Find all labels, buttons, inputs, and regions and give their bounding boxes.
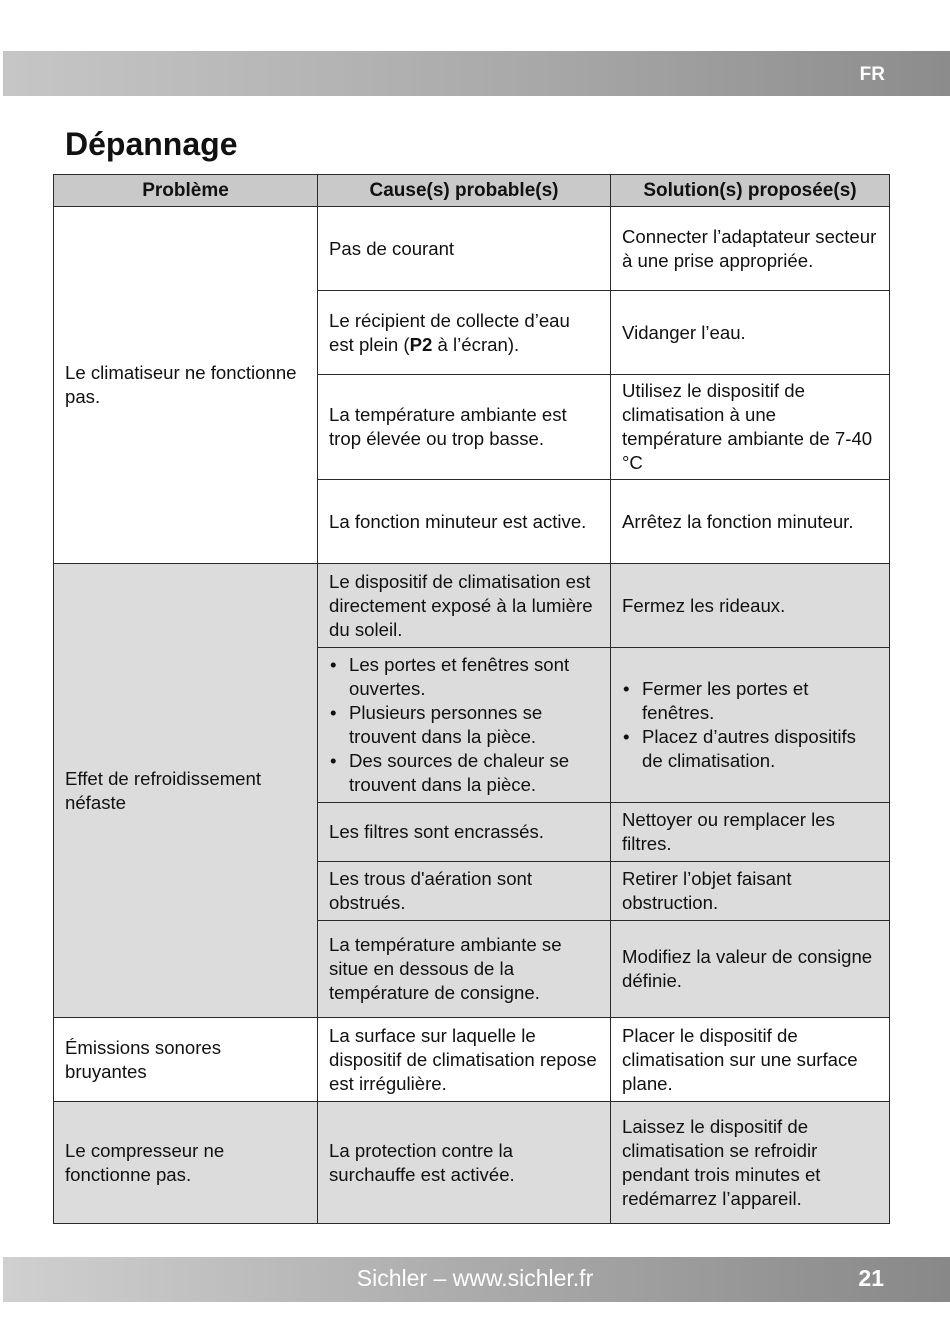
header-solution: Solution(s) proposée(s)	[611, 175, 890, 207]
cause-cell: La température ambiante est trop élevée ou trop basse.	[318, 375, 611, 480]
list-item: • Les portes et fenêtres sont ouvertes.	[349, 653, 599, 701]
solution-cell: Vidanger l’eau.	[611, 291, 890, 375]
cause-list	[329, 653, 599, 797]
page-number: 21	[858, 1265, 884, 1291]
cause-cell: Les filtres sont encrassés.	[318, 803, 611, 862]
table-row	[54, 564, 890, 648]
solution-cell	[611, 648, 890, 803]
cause-text: Le récipient de collecte d’eau est plein (	[329, 309, 570, 355]
cause-cell: Le dispositif de climatisation est directement exposé à la lumière du soleil.	[318, 564, 611, 648]
list-item: • Plusieurs personnes se trouvent dans la pièce.	[349, 701, 599, 749]
solution-cell: Nettoyer ou remplacer les filtres.	[611, 803, 890, 862]
header-problem: Problème	[54, 175, 318, 207]
cause-text: à l’écran).	[432, 333, 520, 355]
solution-cell: Retirer l’objet faisant obstruction.	[611, 862, 890, 921]
header-cause: Cause(s) probable(s)	[318, 175, 611, 207]
language-label: FR	[859, 64, 885, 85]
table-header-row	[54, 175, 890, 207]
problem-cell: Émissions sonores bruyantes	[54, 1018, 318, 1102]
table-row	[54, 1102, 890, 1224]
solution-cell: Placer le dispositif de climatisation sur une surface plane.	[611, 1018, 890, 1102]
solution-cell: Arrêtez la fonction minuteur.	[611, 480, 890, 564]
list-item: • Des sources de chaleur se trouvent dans la pièce.	[349, 749, 599, 797]
cause-cell: La fonction minuteur est active.	[318, 480, 611, 564]
solution-cell: Modifiez la valeur de consigne définie.	[611, 921, 890, 1018]
problem-cell: Le climatiseur ne fonctionne pas.	[54, 207, 318, 564]
cause-cell: Pas de courant	[318, 207, 611, 291]
cause-cell	[318, 291, 611, 375]
footer-site: Sichler – www.sichler.fr	[356, 1265, 594, 1291]
error-code: P2	[409, 333, 433, 355]
cause-cell: La surface sur laquelle le dispositif de climatisation repose est irrégulière.	[318, 1018, 611, 1102]
list-item: • Fermer les portes et fenêtres.	[642, 677, 878, 725]
solution-cell: Connecter l’adaptateur secteur à une prise appropriée.	[611, 207, 890, 291]
troubleshooting-table	[53, 174, 890, 1224]
cause-cell: La température ambiante se situe en dessous de la température de consigne.	[318, 921, 611, 1018]
list-item: • Placez d’autres dispositifs de climatisation.	[642, 725, 878, 773]
table-row	[54, 207, 890, 291]
cause-cell: Les trous d'aération sont obstrués.	[318, 862, 611, 921]
solution-cell: Utilisez le dispositif de climatisation à une température ambiante de 7-40 °C	[611, 375, 890, 480]
header-bar	[3, 51, 950, 96]
solution-cell: Fermez les rideaux.	[611, 564, 890, 648]
page-title: Dépannage	[65, 126, 238, 162]
problem-cell: Effet de refroidissement néfaste	[54, 564, 318, 1018]
footer-bar	[3, 1257, 950, 1302]
cause-cell: La protection contre la surchauffe est activée.	[318, 1102, 611, 1224]
solution-list	[622, 677, 878, 773]
cause-cell	[318, 648, 611, 803]
solution-cell: Laissez le dispositif de climatisation se refroidir pendant trois minutes et redémarrez l’appareil.	[611, 1102, 890, 1224]
table-row	[54, 1018, 890, 1102]
problem-cell: Le compresseur ne fonctionne pas.	[54, 1102, 318, 1224]
